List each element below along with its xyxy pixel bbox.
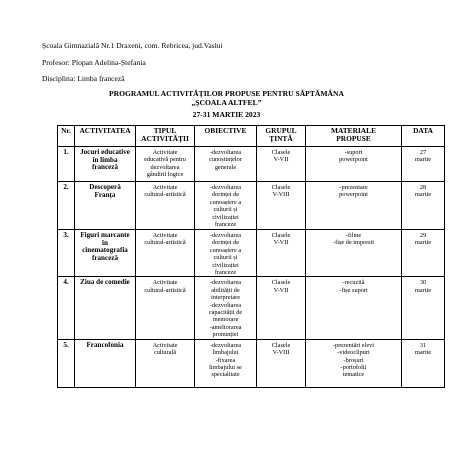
cell-line: martie <box>414 239 432 247</box>
cell-line: limbajului <box>212 349 239 357</box>
header-materials <box>306 126 402 147</box>
row-number-cell <box>58 339 75 387</box>
activity-type-cell <box>136 230 195 277</box>
cell-line: cultural-artistică <box>144 239 186 247</box>
cell-line: V-VII <box>273 286 289 294</box>
cell-line: 1. <box>63 148 69 156</box>
table-row <box>58 277 445 339</box>
cell-line: -dezvoltarea <box>209 279 242 287</box>
cell-line: -suport <box>344 149 363 156</box>
cell-line: Francofonia <box>86 340 124 349</box>
date-cell <box>402 230 445 277</box>
cell-line: interpretare <box>210 294 240 302</box>
cell-line: Figuri marcante <box>80 231 130 239</box>
document-dates: 27-31 MARTIE 2023 <box>192 110 261 119</box>
cell-line: cinematografia <box>82 246 128 255</box>
cell-line: -videoclipuri <box>337 349 370 357</box>
cell-line: Clasele <box>271 184 291 191</box>
cell-line: 31 <box>419 341 427 349</box>
cell-line: Jocuri educative <box>80 148 130 156</box>
header-type <box>136 126 195 147</box>
cell-line: Nr. <box>61 126 71 135</box>
subject-name: Disciplina: Limba franceză <box>42 74 125 83</box>
header-date <box>402 126 445 147</box>
row-number-cell <box>58 230 75 277</box>
cell-line: franceze <box>214 221 237 229</box>
activity-name-cell <box>75 182 136 230</box>
cell-line: ACTIVITATEA <box>79 126 131 135</box>
cell-line: 5. <box>63 340 69 349</box>
cell-line: Activitate <box>152 341 178 349</box>
activity-name-cell <box>75 147 136 182</box>
target-group-cell <box>257 277 306 339</box>
materials-cell <box>306 147 402 182</box>
cell-line: Clasele <box>271 279 291 287</box>
date-cell <box>402 182 445 230</box>
materials-cell <box>306 277 402 339</box>
cell-line: -broșuri <box>343 356 364 364</box>
cell-line: 29 <box>419 232 427 239</box>
activities-table <box>57 125 445 388</box>
cell-line: Clasele <box>271 341 291 349</box>
objectives-cell <box>195 147 257 182</box>
cell-line: GRUPUL <box>265 126 297 135</box>
cell-line: Activitate <box>152 184 178 191</box>
cell-line: -prezentare <box>339 184 368 191</box>
cell-line: -fișe suport <box>339 286 368 294</box>
activity-name-cell <box>75 339 136 387</box>
objectives-cell <box>195 230 257 277</box>
cell-line: cultural-artistică <box>144 286 186 294</box>
school-name: Școala Gimnazială Nr.1 Draxeni, com. Rebricea, jud.Vaslui <box>42 41 223 50</box>
cell-line: Clasele <box>271 232 291 239</box>
cell-line: DATA <box>413 126 433 135</box>
cell-line: culturii și <box>213 206 238 214</box>
cell-line: în <box>102 238 108 247</box>
cell-line: abilității de <box>211 286 240 294</box>
date-cell <box>402 147 445 182</box>
cell-line: -filme <box>345 232 362 239</box>
activity-name-cell <box>75 230 136 277</box>
cell-line: dorinței de <box>211 191 240 199</box>
materials-cell <box>306 230 402 277</box>
cell-line: martie <box>414 349 432 357</box>
date-cell <box>402 339 445 387</box>
table-row <box>58 147 445 182</box>
cell-line: -dezvoltarea <box>209 301 242 309</box>
materials-cell <box>306 182 402 230</box>
cell-line: martie <box>414 156 432 164</box>
cell-line: V-VIII <box>272 349 290 357</box>
document-title: PROGRAMUL ACTIVITĂȚILOR PROPUSE PENTRU SĂPTĂMÂNA <box>108 89 344 98</box>
cell-line: Activitate <box>152 279 178 287</box>
cell-line: educativă pentru <box>144 156 186 164</box>
cell-line: -portofolii <box>340 363 367 371</box>
cell-line: franceză <box>92 253 118 262</box>
activity-type-cell <box>136 147 195 182</box>
cell-line: 27 <box>419 149 427 156</box>
cell-line: OBIECTIVE <box>204 126 247 135</box>
cell-line: -fixarea <box>215 356 236 364</box>
table-header-row <box>58 126 445 147</box>
table-row <box>58 339 445 387</box>
row-number-cell <box>58 182 75 230</box>
cell-line: în limba <box>92 155 118 164</box>
cell-line: 4. <box>63 278 69 287</box>
cell-line: dorinței de <box>211 239 240 247</box>
cell-line: V-VII <box>273 156 289 164</box>
cell-line: Ziua de comedie <box>80 278 130 287</box>
objectives-cell <box>195 339 257 387</box>
cell-line: franceză <box>92 163 118 172</box>
row-number-cell <box>58 277 75 339</box>
activity-type-cell <box>136 339 195 387</box>
cell-line: PROPUSE <box>336 133 371 143</box>
table-row <box>58 182 445 230</box>
cell-line: -dezvoltarea <box>209 232 242 239</box>
cell-line: 28 <box>419 184 427 191</box>
cell-line: generale <box>214 163 237 171</box>
cell-line: Franța <box>94 190 116 199</box>
activity-type-cell <box>136 277 195 339</box>
cell-line: -prezentări elevi <box>332 341 375 349</box>
materials-cell <box>306 339 402 387</box>
header-activity <box>75 126 136 147</box>
cell-line: -dezvoltarea <box>209 184 242 191</box>
cell-line: civilizației <box>212 261 239 269</box>
cell-line: ACTIVITĂȚII <box>141 133 189 143</box>
header-objectives <box>195 126 257 147</box>
cell-line: franceze <box>214 269 237 277</box>
target-group-cell <box>257 147 306 182</box>
cell-line: culturală <box>153 349 177 357</box>
cell-line: MATERIALE <box>330 126 377 135</box>
row-number-cell <box>58 147 75 182</box>
header-group <box>257 126 306 147</box>
cell-line: 2. <box>63 183 69 191</box>
cell-line: -fișe de impresii <box>333 239 374 247</box>
cell-line: TIPUL <box>153 126 177 135</box>
cell-line: limbajului se <box>209 363 242 371</box>
cell-line: powerpoint <box>339 191 368 199</box>
cell-line: dezvoltarea <box>150 163 180 171</box>
target-group-cell <box>257 339 306 387</box>
cell-line: V-VIII <box>272 191 290 199</box>
date-cell <box>402 277 445 339</box>
cell-line: -ameliorarea <box>209 323 242 331</box>
cell-line: powerpoint <box>339 156 368 164</box>
cell-line: cunoaștere a <box>209 246 242 254</box>
cell-line: memorare <box>212 316 239 324</box>
cell-line: capacității de <box>208 309 243 317</box>
target-group-cell <box>257 182 306 230</box>
teacher-name: Profesor: Plopan Adelina-Ștefania <box>42 58 146 67</box>
target-group-cell <box>257 230 306 277</box>
cell-line: cunoaștere a <box>209 198 242 206</box>
activity-type-cell <box>136 182 195 230</box>
objectives-cell <box>195 182 257 230</box>
cell-line: martie <box>414 191 432 199</box>
cell-line: civilizației <box>212 213 239 221</box>
cell-line: 3. <box>63 231 69 239</box>
cell-line: cunoștințelor <box>209 156 242 164</box>
cell-line: Activitate <box>152 149 178 156</box>
cell-line: Clasele <box>271 149 291 156</box>
cell-line: cultural-artistică <box>144 191 186 199</box>
cell-line: tematice <box>342 371 365 379</box>
cell-line: ȚINTĂ <box>269 133 293 143</box>
cell-line: -dezvoltarea <box>209 149 242 156</box>
cell-line: martie <box>414 286 432 294</box>
cell-line: -recuzită <box>342 279 365 287</box>
cell-line: specialitate <box>211 371 240 379</box>
cell-line: gândirii logice <box>146 171 184 179</box>
document-subtitle: „ȘCOALA ALTFEL” <box>191 98 262 107</box>
table-row <box>58 230 445 277</box>
cell-line: Descoperă <box>89 183 121 191</box>
activity-name-cell <box>75 277 136 339</box>
header-nr <box>58 126 75 147</box>
cell-line: 30 <box>419 279 427 287</box>
cell-line: Activitate <box>152 232 178 239</box>
objectives-cell <box>195 277 257 339</box>
cell-line: culturii și <box>213 254 238 262</box>
cell-line: -dezvoltarea <box>209 341 242 349</box>
cell-line: pronunției <box>212 331 239 339</box>
cell-line: V-VII <box>273 239 289 247</box>
